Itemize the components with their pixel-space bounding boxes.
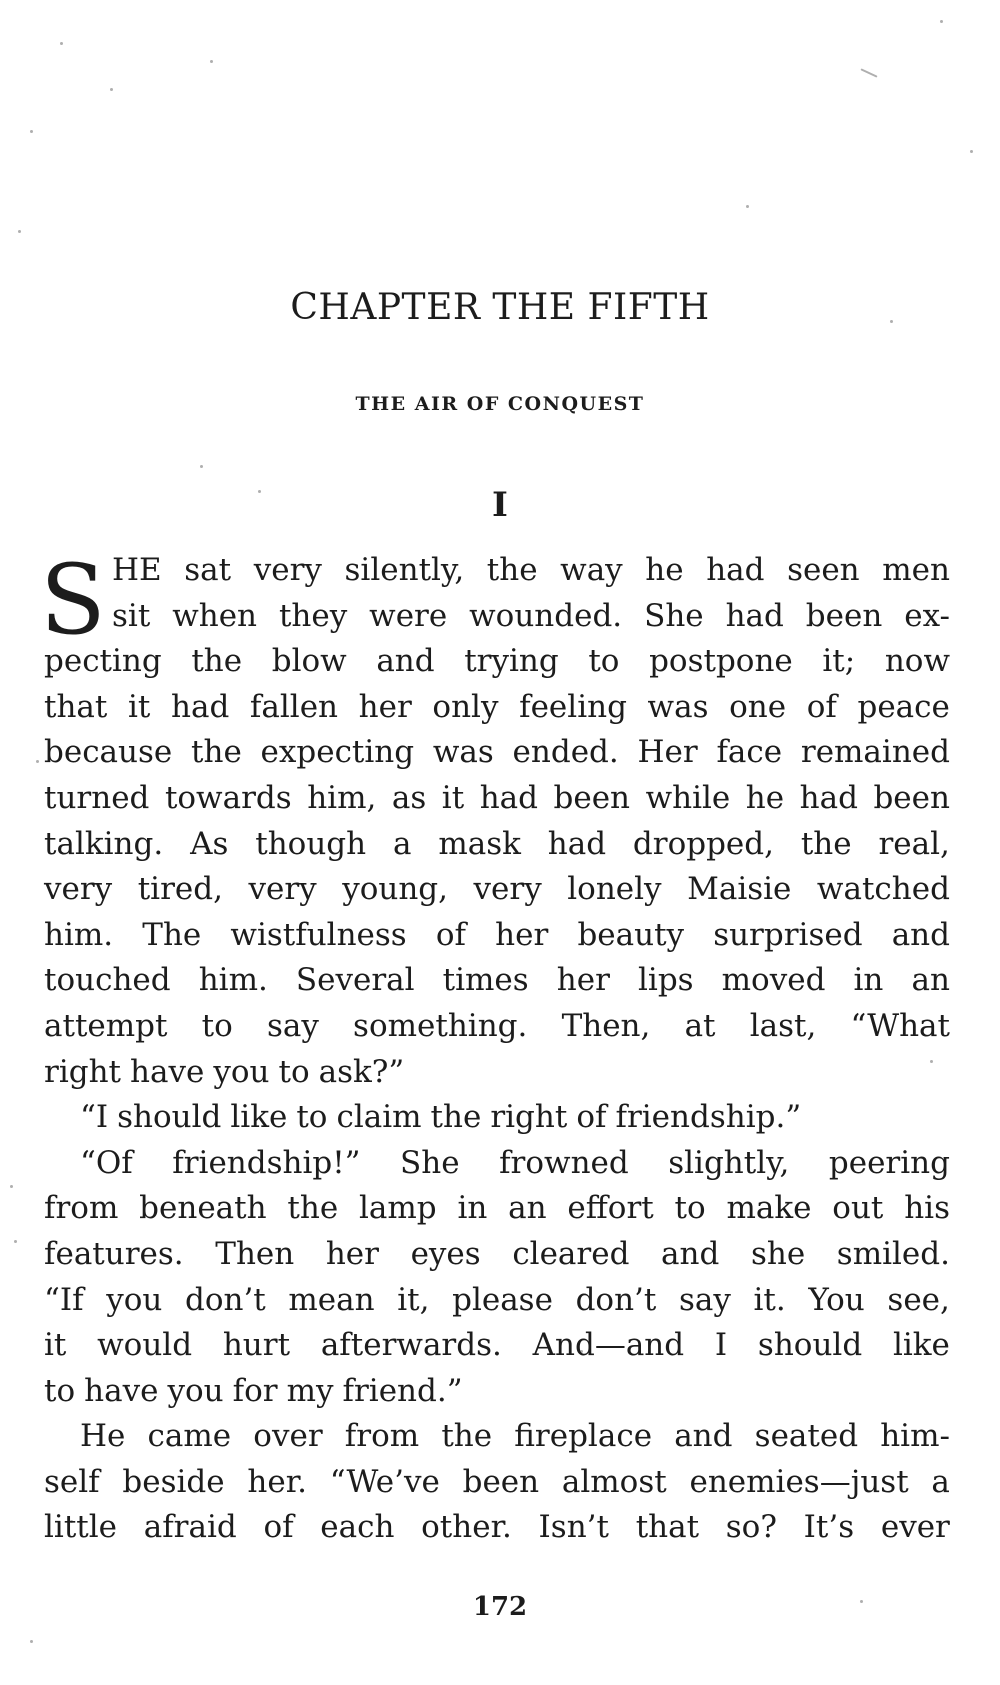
word: face: [716, 734, 783, 771]
text-line: [44, 730, 950, 776]
text-line: [44, 1323, 950, 1369]
word: Isn’t: [538, 1509, 609, 1546]
word: was: [647, 688, 709, 725]
word: to: [278, 1053, 310, 1090]
word: over: [253, 1418, 323, 1455]
chapter-title: CHAPTER THE FIFTH: [290, 287, 710, 328]
word: only: [432, 688, 499, 725]
word: was: [432, 734, 494, 771]
text-line: [44, 685, 950, 731]
word: have: [84, 1372, 159, 1409]
word: had: [706, 552, 765, 588]
word: her.: [247, 1463, 307, 1500]
word: been: [805, 597, 883, 634]
section-number: I: [492, 485, 508, 525]
word: a: [392, 825, 412, 862]
text-line: [44, 958, 950, 1004]
word: self: [44, 1463, 100, 1500]
word: had: [547, 825, 607, 862]
word: you: [213, 1053, 270, 1090]
word: from: [344, 1418, 420, 1455]
word: to: [44, 1372, 76, 1409]
word: fallen: [249, 688, 339, 725]
word: it.: [753, 1281, 786, 1318]
word: HE: [112, 552, 162, 588]
word: Then: [215, 1235, 295, 1272]
word: she: [750, 1235, 806, 1272]
word: right: [490, 1099, 568, 1136]
word: postpone: [649, 643, 793, 680]
word: it: [441, 779, 465, 816]
word: very: [473, 871, 542, 908]
word: friend.”: [342, 1372, 463, 1409]
word: beside: [122, 1463, 225, 1500]
text-line: [44, 1505, 950, 1551]
word: effort: [567, 1190, 654, 1227]
word: had: [171, 688, 230, 725]
word: touched: [44, 962, 171, 999]
word: towards: [164, 779, 292, 816]
word: silently,: [344, 552, 465, 588]
word: because: [44, 734, 173, 771]
text-line: [44, 1414, 950, 1460]
text-line: [44, 1186, 950, 1232]
word: smiled.: [836, 1235, 950, 1272]
word: tired,: [137, 871, 223, 908]
word: the: [441, 1418, 493, 1455]
text-line: [44, 1095, 950, 1141]
word: men: [882, 552, 950, 588]
word: to: [588, 643, 620, 680]
word: that: [635, 1509, 700, 1546]
word: to: [296, 1099, 328, 1136]
word: something.: [353, 1007, 528, 1044]
word: and: [674, 1418, 733, 1455]
word: ex-: [904, 597, 950, 634]
word: remained: [800, 734, 950, 771]
word: talking.: [44, 825, 164, 862]
word: him-: [880, 1418, 950, 1455]
word: Then,: [561, 1007, 651, 1044]
word: attempt: [44, 1007, 168, 1044]
word: I: [714, 1327, 728, 1364]
word: dropped,: [632, 825, 774, 862]
word: the: [287, 1190, 339, 1227]
text-line: [44, 776, 950, 822]
word: like: [230, 1099, 288, 1136]
word: came: [147, 1418, 232, 1455]
word: very: [253, 552, 322, 588]
word: make: [726, 1190, 812, 1227]
word: him.: [198, 962, 268, 999]
word: so?: [725, 1509, 777, 1546]
word: and: [891, 916, 950, 953]
word: out: [832, 1190, 884, 1227]
word: were: [369, 597, 448, 634]
word: should: [117, 1099, 222, 1136]
word: last,: [749, 1007, 817, 1044]
word: while: [645, 779, 731, 816]
text-line: [44, 1460, 950, 1506]
word: As: [190, 825, 229, 862]
text-line: [44, 867, 950, 913]
word: lips: [637, 962, 694, 999]
word: it: [128, 688, 151, 725]
word: as: [391, 779, 427, 816]
word: afterwards.: [320, 1327, 502, 1364]
word: enemies—just: [689, 1463, 909, 1500]
word: would: [97, 1327, 193, 1364]
word: a: [931, 1463, 950, 1500]
word: friendship!”: [172, 1144, 361, 1181]
word: don’t: [575, 1281, 657, 1318]
word: seated: [754, 1418, 859, 1455]
text-line: [44, 548, 950, 594]
word: claim: [336, 1099, 422, 1136]
text-line: [44, 1050, 950, 1096]
word: her: [358, 688, 412, 725]
word: an: [911, 962, 950, 999]
word: other.: [421, 1509, 512, 1546]
word: sat: [184, 552, 232, 588]
word: Her: [637, 734, 698, 771]
word: it,: [397, 1281, 430, 1318]
word: times: [442, 962, 529, 999]
word: they: [278, 597, 348, 634]
word: “Of: [80, 1144, 133, 1181]
word: ever: [880, 1509, 950, 1546]
text-line: [44, 913, 950, 959]
word: right: [44, 1053, 122, 1090]
word: he: [745, 779, 785, 816]
word: feeling: [519, 688, 627, 725]
word: from: [44, 1190, 119, 1227]
word: to: [674, 1190, 706, 1227]
word: he: [645, 552, 684, 588]
word: lonely: [567, 871, 662, 908]
word: ask?”: [318, 1053, 405, 1090]
word: peace: [857, 688, 950, 725]
word: blow: [271, 643, 347, 680]
word: mean: [288, 1281, 375, 1318]
text-line: [44, 822, 950, 868]
word: friendship.”: [615, 1099, 802, 1136]
word: young,: [342, 871, 449, 908]
word: sit: [112, 597, 151, 634]
word: in: [853, 962, 884, 999]
word: Maisie: [687, 871, 792, 908]
word: You: [808, 1281, 865, 1318]
word: like: [892, 1327, 950, 1364]
word: you: [167, 1372, 224, 1409]
word: It’s: [803, 1509, 855, 1546]
word: been: [873, 779, 950, 816]
text-line: [44, 594, 950, 640]
word: beneath: [139, 1190, 267, 1227]
word: and: [376, 643, 435, 680]
word: her: [325, 1235, 379, 1272]
word: say: [266, 1007, 319, 1044]
word: fireplace: [514, 1418, 653, 1455]
word: of: [435, 916, 467, 953]
word: that: [44, 688, 108, 725]
word: her: [495, 916, 549, 953]
word: in: [457, 1190, 488, 1227]
word: “We’ve: [329, 1463, 440, 1500]
word: to: [201, 1007, 233, 1044]
page-number: 172: [472, 1592, 528, 1622]
word: my: [286, 1372, 334, 1409]
word: The: [142, 916, 202, 953]
word: wistfulness: [230, 916, 407, 953]
word: lamp: [358, 1190, 437, 1227]
word: at: [684, 1007, 716, 1044]
word: had: [479, 779, 538, 816]
word: of: [576, 1099, 607, 1136]
word: ended.: [512, 734, 619, 771]
word: little: [44, 1509, 118, 1546]
word: see,: [887, 1281, 950, 1318]
body-text: [40, 544, 950, 1551]
word: him,: [307, 779, 377, 816]
text-line: [44, 1141, 950, 1187]
word: very: [44, 871, 113, 908]
drop-cap: S: [40, 544, 106, 656]
word: when: [172, 597, 258, 634]
word: moved: [721, 962, 826, 999]
word: for: [232, 1372, 278, 1409]
word: had: [725, 597, 784, 634]
word: have: [130, 1053, 205, 1090]
word: trying: [464, 643, 559, 680]
word: been: [462, 1463, 540, 1500]
text-line: [44, 1278, 950, 1324]
word: surprised: [713, 916, 863, 953]
word: of: [806, 688, 837, 725]
word: now: [884, 643, 950, 680]
word: her: [556, 962, 610, 999]
word: you: [106, 1281, 163, 1318]
text-line: [44, 1232, 950, 1278]
word: hurt: [222, 1327, 291, 1364]
word: eyes: [410, 1235, 481, 1272]
word: of: [263, 1509, 294, 1546]
word: the: [191, 643, 243, 680]
word: though: [255, 825, 367, 862]
chapter-subtitle: THE AIR OF CONQUEST: [355, 393, 645, 415]
word: wounded.: [469, 597, 623, 634]
word: And—and: [532, 1327, 685, 1364]
word: afraid: [143, 1509, 237, 1546]
word: beauty: [577, 916, 685, 953]
word: an: [508, 1190, 547, 1227]
word: He: [80, 1418, 126, 1455]
word: turned: [44, 779, 150, 816]
word: features.: [44, 1235, 184, 1272]
word: almost: [561, 1463, 667, 1500]
word: very: [248, 871, 317, 908]
text-line: [44, 1369, 950, 1415]
word: “What: [850, 1007, 950, 1044]
word: frowned: [499, 1144, 629, 1181]
word: his: [904, 1190, 950, 1227]
word: real,: [878, 825, 950, 862]
text-line: [44, 639, 950, 685]
word: Several: [295, 962, 415, 999]
word: been: [553, 779, 631, 816]
word: seen: [787, 552, 860, 588]
word: don’t: [184, 1281, 266, 1318]
word: watched: [816, 871, 950, 908]
word: She: [400, 1144, 460, 1181]
word: please: [452, 1281, 553, 1318]
word: it;: [822, 643, 856, 680]
word: the: [800, 825, 852, 862]
word: cleared: [512, 1235, 630, 1272]
word: the: [486, 552, 538, 588]
text-line: [44, 1004, 950, 1050]
word: it: [44, 1327, 67, 1364]
word: “If: [44, 1281, 84, 1318]
word: the: [430, 1099, 482, 1136]
word: and: [661, 1235, 720, 1272]
word: say: [678, 1281, 731, 1318]
word: had: [799, 779, 858, 816]
word: slightly,: [668, 1144, 790, 1181]
word: She: [644, 597, 704, 634]
word: one: [729, 688, 787, 725]
word: mask: [438, 825, 521, 862]
word: expecting: [260, 734, 415, 771]
word: “I: [80, 1099, 109, 1136]
word: him.: [44, 916, 114, 953]
word: way: [560, 552, 623, 588]
word: the: [191, 734, 242, 771]
word: peering: [828, 1144, 950, 1181]
word: each: [320, 1509, 395, 1546]
word: pecting: [44, 643, 162, 680]
word: should: [757, 1327, 863, 1364]
